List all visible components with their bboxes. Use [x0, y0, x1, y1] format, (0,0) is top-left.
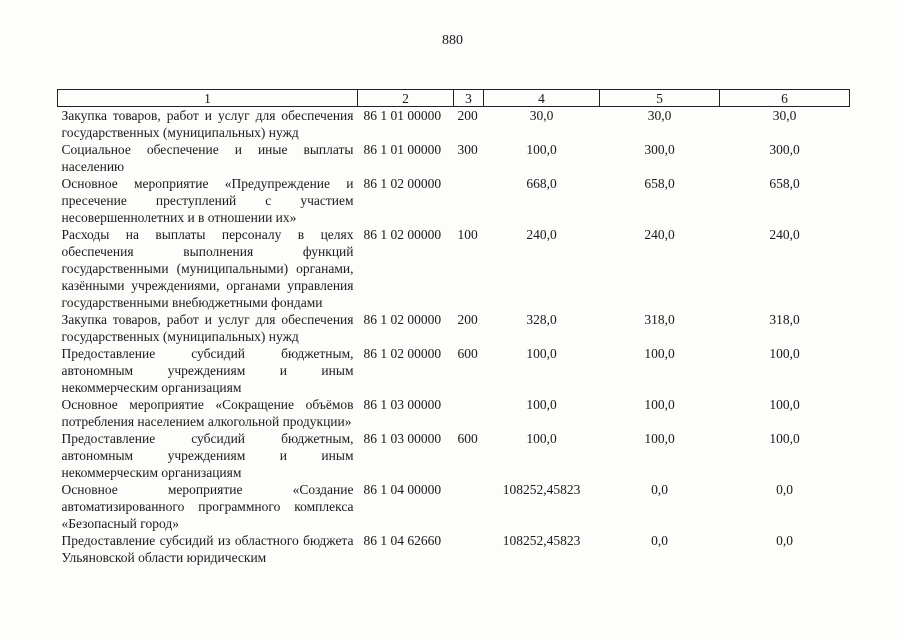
row-value-2-cell: 100,0 [644, 397, 675, 412]
column-header-1: 1 [58, 90, 358, 107]
row-value-1-cell: 108252,45823 [502, 533, 581, 548]
row-value-1-cell: 108252,45823 [502, 482, 581, 497]
table-body [58, 107, 850, 567]
table-row [58, 481, 850, 532]
row-code-cell: 86 1 04 62660 [363, 533, 442, 548]
table-row [58, 430, 850, 481]
row-code-cell: 86 1 02 00000 [363, 346, 442, 361]
row-name-cell: Предоставление субсидий из областного бюджета Ульяновской области юридическим [61, 533, 354, 565]
row-expense-type-cell [454, 532, 484, 566]
row-value-2-cell: 100,0 [644, 346, 675, 361]
table-row [58, 396, 850, 430]
row-value-1-cell: 240,0 [526, 227, 557, 242]
table-row [58, 141, 850, 175]
row-value-1-cell: 328,0 [526, 312, 557, 327]
row-expense-type-cell [454, 175, 484, 226]
row-value-1-cell: 100,0 [526, 142, 557, 157]
row-value-3-cell: 318,0 [769, 312, 800, 327]
budget-table [57, 89, 850, 566]
row-expense-type-cell: 600 [457, 346, 478, 361]
row-name-cell: Основное мероприятие «Предупреждение и пресечение преступлений с участием несовершеннолетних и в отношении их» [61, 176, 354, 225]
table-row [58, 532, 850, 566]
row-expense-type-cell: 200 [457, 312, 478, 327]
column-header-6: 6 [720, 90, 850, 107]
row-code-cell: 86 1 02 00000 [363, 227, 442, 242]
row-value-2-cell: 100,0 [644, 431, 675, 446]
table-header-row [58, 90, 850, 107]
row-value-3-cell: 30,0 [772, 108, 797, 123]
column-header-4: 4 [484, 90, 600, 107]
row-name-cell: Предоставление субсидий бюджетным, автономным учреждениям и иным некоммерческим организациям [61, 431, 354, 480]
row-value-3-cell: 658,0 [769, 176, 800, 191]
page-number: 880 [442, 33, 463, 48]
row-value-3-cell: 300,0 [769, 142, 800, 157]
column-header-2: 2 [358, 90, 454, 107]
row-expense-type-cell [454, 481, 484, 532]
row-code-cell: 86 1 01 00000 [363, 142, 442, 157]
column-header-3: 3 [454, 90, 484, 107]
row-expense-type-cell: 600 [457, 431, 478, 446]
row-name-cell: Закупка товаров, работ и услуг для обеспечения государственных (муниципальных) нужд [61, 108, 354, 140]
row-expense-type-cell: 100 [457, 227, 478, 242]
table-row [58, 311, 850, 345]
row-value-2-cell: 300,0 [644, 142, 675, 157]
row-name-cell: Закупка товаров, работ и услуг для обеспечения государственных (муниципальных) нужд [61, 312, 354, 344]
row-code-cell: 86 1 04 00000 [363, 482, 442, 497]
table-row [58, 107, 850, 142]
row-value-2-cell: 0,0 [651, 482, 668, 497]
row-value-1-cell: 100,0 [526, 346, 557, 361]
row-value-2-cell: 0,0 [651, 533, 668, 548]
row-name-cell: Основное мероприятие «Создание автоматизированного программного комплекса «Безопасный город» [61, 482, 354, 531]
row-code-cell: 86 1 03 00000 [363, 397, 442, 412]
table-row [58, 345, 850, 396]
row-code-cell: 86 1 01 00000 [363, 108, 442, 123]
row-value-1-cell: 30,0 [529, 108, 554, 123]
row-code-cell: 86 1 02 00000 [363, 176, 442, 191]
row-value-2-cell: 240,0 [644, 227, 675, 242]
table-row [58, 226, 850, 311]
row-value-3-cell: 0,0 [776, 482, 793, 497]
row-value-3-cell: 240,0 [769, 227, 800, 242]
row-value-2-cell: 658,0 [644, 176, 675, 191]
row-value-3-cell: 100,0 [769, 397, 800, 412]
row-value-1-cell: 100,0 [526, 397, 557, 412]
row-value-1-cell: 668,0 [526, 176, 557, 191]
row-expense-type-cell [454, 396, 484, 430]
row-name-cell: Основное мероприятие «Сокращение объёмов потребления населением алкогольной продукции» [61, 397, 354, 429]
row-value-2-cell: 30,0 [647, 108, 672, 123]
row-name-cell: Расходы на выплаты персоналу в целях обеспечения выполнения функций государственными (муниципальными) органами, казёнными учреждениями, органами управления государственными внебюджетными фондами [61, 227, 354, 310]
table-row [58, 175, 850, 226]
row-name-cell: Предоставление субсидий бюджетным, автономным учреждениям и иным некоммерческим организациям [61, 346, 354, 395]
row-value-2-cell: 318,0 [644, 312, 675, 327]
row-code-cell: 86 1 03 00000 [363, 431, 442, 446]
row-expense-type-cell: 200 [457, 108, 478, 123]
row-value-3-cell: 100,0 [769, 346, 800, 361]
row-value-1-cell: 100,0 [526, 431, 557, 446]
row-value-3-cell: 100,0 [769, 431, 800, 446]
row-value-3-cell: 0,0 [776, 533, 793, 548]
row-name-cell: Социальное обеспечение и иные выплаты населению [61, 142, 354, 174]
row-code-cell: 86 1 02 00000 [363, 312, 442, 327]
column-header-5: 5 [600, 90, 720, 107]
row-expense-type-cell: 300 [457, 142, 478, 157]
